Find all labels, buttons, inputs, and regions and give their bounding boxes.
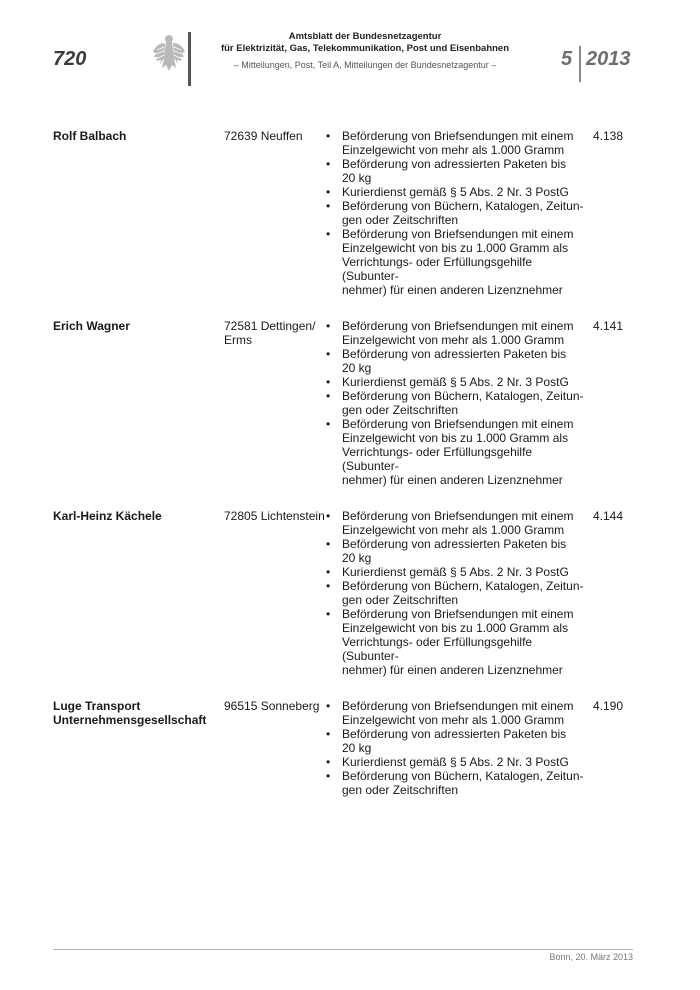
service-text-line: Beförderung von adressierten Paketen bis xyxy=(342,727,567,741)
footer-date: Bonn, 20. März 2013 xyxy=(549,952,633,962)
bullet-icon: • xyxy=(326,227,331,241)
service-text-line: gen oder Zeitschriften xyxy=(342,403,459,417)
service-item xyxy=(325,727,587,755)
licensee-location-line: Erms xyxy=(224,333,252,347)
service-text-line: 20 kg xyxy=(342,361,372,375)
licensee-location-line: 72581 Dettingen/ xyxy=(224,319,316,333)
service-item xyxy=(325,699,587,727)
service-item xyxy=(325,375,587,389)
service-text-line: Einzelgewicht von bis zu 1.000 Gramm als xyxy=(342,431,569,445)
bullet-icon: • xyxy=(326,727,331,741)
service-text-line: nehmer) für einen anderen Lizenznehmer xyxy=(342,283,563,297)
licensee-name xyxy=(53,129,223,143)
licensee-name-line: Karl-Heinz Kächele xyxy=(53,509,162,523)
bullet-icon: • xyxy=(326,199,331,213)
service-list xyxy=(325,319,587,487)
service-text-line: Kurierdienst gemäß § 5 Abs. 2 Nr. 3 PostG xyxy=(342,185,569,199)
licensee-entry xyxy=(0,319,700,487)
licensee-location xyxy=(224,509,326,523)
bullet-icon: • xyxy=(326,347,331,361)
licensee-name-line: Luge Transport xyxy=(53,699,141,713)
service-text-line: Beförderung von Briefsendungen mit einem xyxy=(342,227,574,241)
licensee-entry xyxy=(0,699,700,797)
service-text-line: 20 kg xyxy=(342,171,372,185)
licensee-location xyxy=(224,319,326,347)
issue-divider xyxy=(579,46,581,82)
service-item xyxy=(325,199,587,227)
service-text-line: Beförderung von adressierten Paketen bis xyxy=(342,537,567,551)
service-item xyxy=(325,755,587,769)
federal-eagle-icon xyxy=(152,32,186,72)
licensee-name-line: Erich Wagner xyxy=(53,319,130,333)
publication-title-line: für Elektrizität, Gas, Telekommunikation, Post und Eisenbahnen xyxy=(220,43,510,54)
service-item xyxy=(325,129,587,157)
licensee-location xyxy=(224,699,326,713)
bullet-icon: • xyxy=(326,129,331,143)
service-item xyxy=(325,417,587,487)
bullet-icon: • xyxy=(326,699,331,713)
bullet-icon: • xyxy=(326,389,331,403)
bullet-icon: • xyxy=(326,319,331,333)
service-text-line: gen oder Zeitschriften xyxy=(342,213,459,227)
service-text-line: Beförderung von Briefsendungen mit einem xyxy=(342,699,574,713)
publication-title xyxy=(190,31,540,55)
service-item xyxy=(325,509,587,537)
service-text-line: Einzelgewicht von mehr als 1.000 Gramm xyxy=(342,333,565,347)
service-item xyxy=(325,157,587,185)
service-text-line: Verrichtungs- oder Erfüllungsgehilfe (Subunter- xyxy=(342,255,533,283)
bullet-icon: • xyxy=(326,509,331,523)
service-text-line: Verrichtungs- oder Erfüllungsgehilfe (Subunter- xyxy=(342,635,533,663)
licensee-location xyxy=(224,129,326,143)
page-number: 720 xyxy=(53,48,87,70)
service-item xyxy=(325,185,587,199)
service-text-line: Kurierdienst gemäß § 5 Abs. 2 Nr. 3 PostG xyxy=(342,755,569,769)
licensee-entry xyxy=(0,129,700,297)
service-text-line: Kurierdienst gemäß § 5 Abs. 2 Nr. 3 PostG xyxy=(342,375,569,389)
service-text-line: Beförderung von Briefsendungen mit einem xyxy=(342,509,574,523)
service-item xyxy=(325,347,587,375)
service-text-line: 20 kg xyxy=(342,741,372,755)
bullet-icon: • xyxy=(326,375,331,389)
license-number: 4.138 xyxy=(593,129,624,143)
service-text-line: Beförderung von Büchern, Katalogen, Zeitun- xyxy=(342,769,584,783)
service-text-line: Beförderung von Briefsendungen mit einem xyxy=(342,607,574,621)
service-item xyxy=(325,319,587,347)
service-item xyxy=(325,607,587,677)
licensee-name-line: Rolf Balbach xyxy=(53,129,127,143)
service-text-line: Einzelgewicht von mehr als 1.000 Gramm xyxy=(342,523,565,537)
license-number: 4.144 xyxy=(593,509,624,523)
service-text-line: Beförderung von Büchern, Katalogen, Zeitun- xyxy=(342,579,584,593)
bullet-icon: • xyxy=(326,157,331,171)
service-text-line: Einzelgewicht von bis zu 1.000 Gramm als xyxy=(342,241,569,255)
service-text-line: Beförderung von Briefsendungen mit einem xyxy=(342,319,574,333)
publication-title-line: Amtsblatt der Bundesnetzagentur xyxy=(288,31,442,42)
service-text-line: Kurierdienst gemäß § 5 Abs. 2 Nr. 3 PostG xyxy=(342,565,569,579)
bullet-icon: • xyxy=(326,607,331,621)
service-text-line: gen oder Zeitschriften xyxy=(342,593,459,607)
service-text-line: Beförderung von Briefsendungen mit einem xyxy=(342,417,574,431)
issue-number: 5 xyxy=(561,48,573,70)
service-item xyxy=(325,389,587,417)
licensee-entry xyxy=(0,509,700,677)
service-text-line: 20 kg xyxy=(342,551,372,565)
issue-year: 2013 xyxy=(586,48,631,70)
license-number: 4.141 xyxy=(593,319,624,333)
bullet-icon: • xyxy=(326,755,331,769)
service-text-line: Beförderung von adressierten Paketen bis xyxy=(342,347,567,361)
bullet-icon: • xyxy=(326,565,331,579)
service-text-line: gen oder Zeitschriften xyxy=(342,783,459,797)
service-item xyxy=(325,769,587,797)
bullet-icon: • xyxy=(326,579,331,593)
service-text-line: Beförderung von adressierten Paketen bis xyxy=(342,157,567,171)
service-list xyxy=(325,509,587,677)
publication-subtitle: – Mitteilungen, Post, Teil A, Mitteilungen der Bundesnetzagentur – xyxy=(233,60,497,70)
service-list xyxy=(325,699,587,797)
service-item xyxy=(325,579,587,607)
licensee-name-line: Unternehmensgesellschaft xyxy=(53,713,207,727)
licensee-name xyxy=(53,699,223,727)
service-item xyxy=(325,537,587,565)
service-text-line: Beförderung von Büchern, Katalogen, Zeitun- xyxy=(342,199,584,213)
footer-rule xyxy=(53,949,633,950)
licensee-location-line: 72639 Neuffen xyxy=(224,129,303,143)
bullet-icon: • xyxy=(326,417,331,431)
licensee-name xyxy=(53,509,223,523)
service-text-line: Beförderung von Büchern, Katalogen, Zeitun- xyxy=(342,389,584,403)
licensee-location-line: 96515 Sonneberg xyxy=(224,699,320,713)
service-item xyxy=(325,227,587,297)
service-text-line: nehmer) für einen anderen Lizenznehmer xyxy=(342,473,563,487)
service-text-line: Verrichtungs- oder Erfüllungsgehilfe (Subunter- xyxy=(342,445,533,473)
licensee-list xyxy=(0,129,700,819)
service-text-line: Beförderung von Briefsendungen mit einem xyxy=(342,129,574,143)
service-item xyxy=(325,565,587,579)
license-number: 4.190 xyxy=(593,699,624,713)
service-text-line: Einzelgewicht von bis zu 1.000 Gramm als xyxy=(342,621,569,635)
bullet-icon: • xyxy=(326,537,331,551)
service-text-line: Einzelgewicht von mehr als 1.000 Gramm xyxy=(342,713,565,727)
service-text-line: Einzelgewicht von mehr als 1.000 Gramm xyxy=(342,143,565,157)
bullet-icon: • xyxy=(326,185,331,199)
licensee-location-line: 72805 Lichtenstein xyxy=(224,509,325,523)
licensee-name xyxy=(53,319,223,333)
bullet-icon: • xyxy=(326,769,331,783)
service-list xyxy=(325,129,587,297)
service-text-line: nehmer) für einen anderen Lizenznehmer xyxy=(342,663,563,677)
